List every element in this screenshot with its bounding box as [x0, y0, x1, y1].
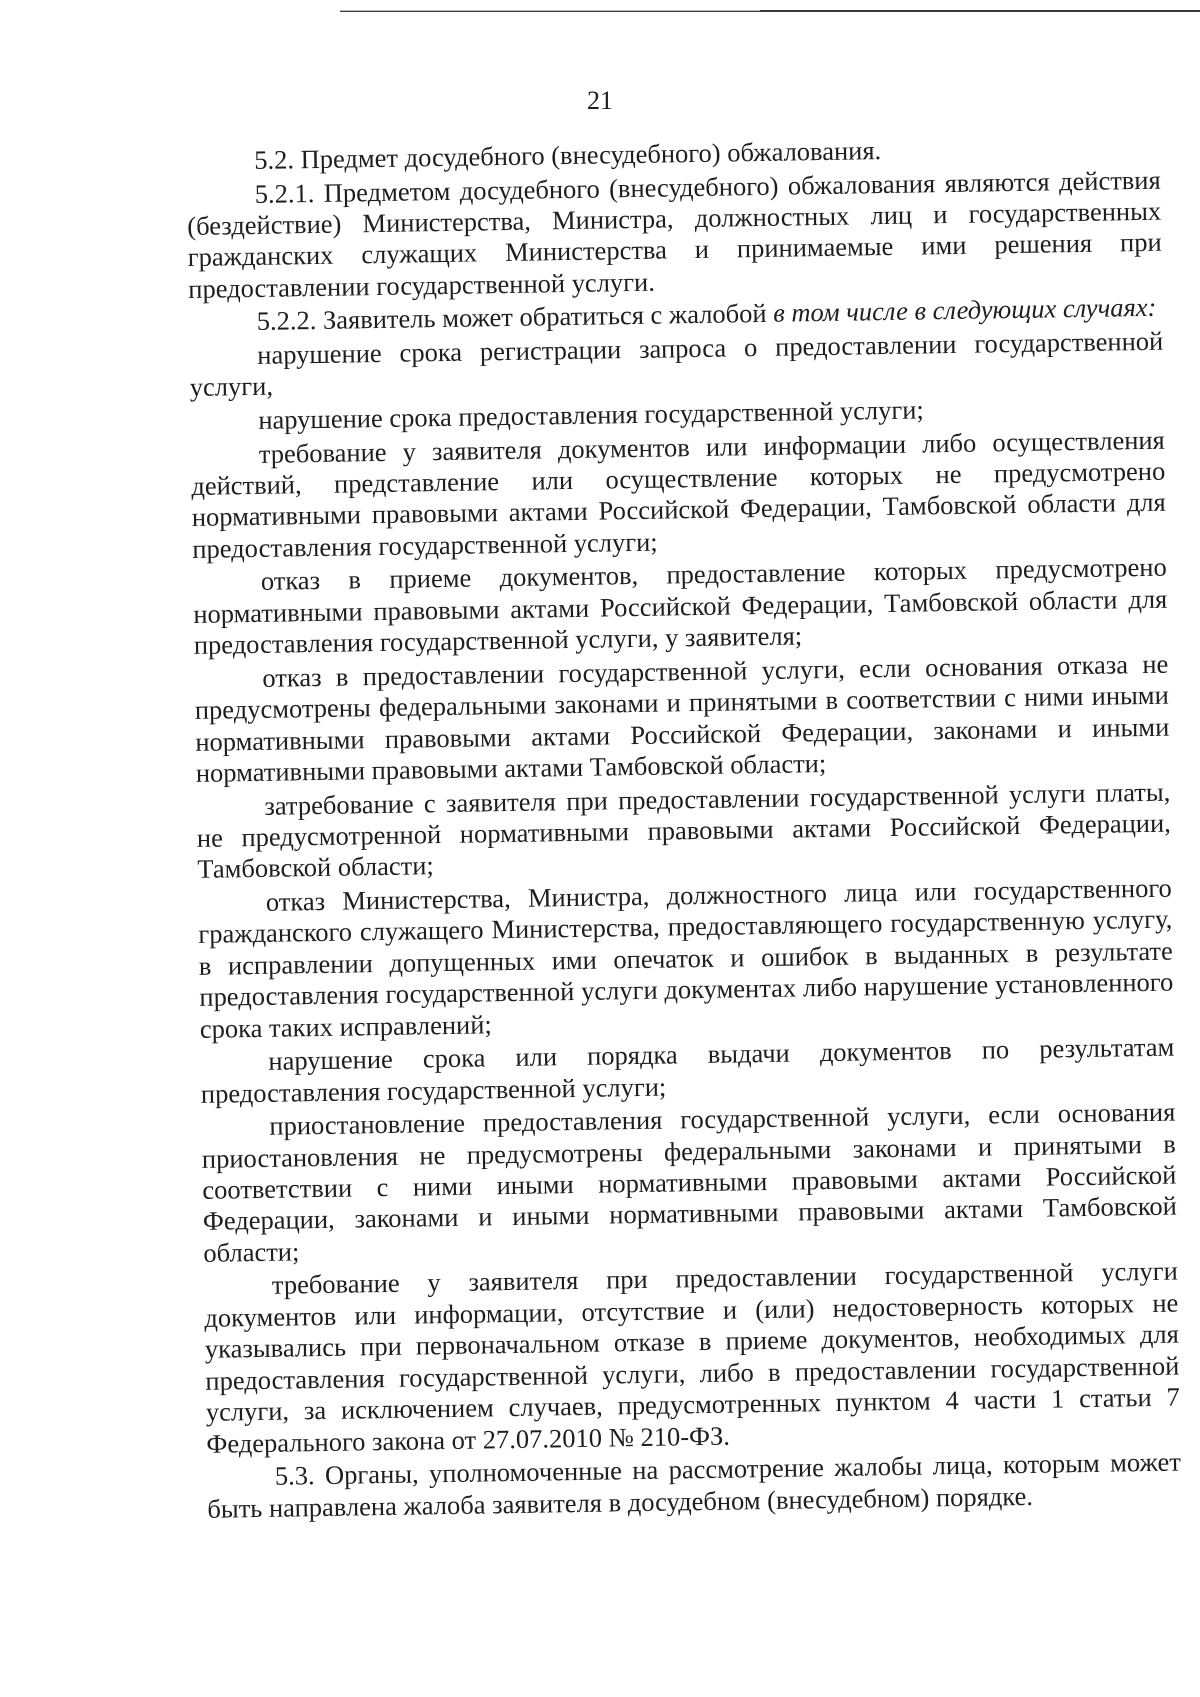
section-5-2-title: 5.2. Предмет досудебного (внесудебного) обжалования. [253, 135, 882, 175]
case-item: нарушение срока предоставления государственной услуги; [258, 394, 924, 435]
scan-top-edge-faint-line [340, 10, 760, 11]
section-5-3-title: 5.3. Органы, уполномоченные на рассмотрение жалобы лица, которым может быть направлена жалоба заявителя в досудебном (внесудебном) порядке. [207, 1446, 1182, 1524]
document-body [186, 131, 1182, 1527]
case-item: отказ в предоставлении государственной услуги, если основания отказа не предусмотрены федеральными законами и принятыми в соответствии с ними иными нормативными правовыми актами Российской Федерации, законами и иными нормативными правовыми актами Тамбовской области; [194, 648, 1170, 788]
paragraph-5-2-2-lead: 5.2.2. Заявитель может обратиться с жалобой [256, 298, 774, 337]
case-item: нарушение срока регистрации запроса о предоставлении государственной услуги, [189, 325, 1164, 403]
case-item: требование у заявителя документов или информации либо осуществления действий, представление или осуществление которых не предусмотрено нормативными правовыми актами Российской Федерации, Тамбовской области для предоставления государственной услуги; [191, 424, 1166, 564]
case-item: отказ Министерства, Министра, должностного лица или государственного гражданского служащего Министерства, предоставляющего государственную услугу, в исправлении допущенных ими опечаток и ошибок в выданных в результате предоставления государственной услуги документах либо нарушение установленного срока таких исправлений; [198, 872, 1174, 1044]
case-item: требование у заявителя при предоставлении государственной услуги документов или информации, отсутствие и (или) недостоверность которых не указывались при первоначальном отказе в приеме документов, необходимых для предоставления государственной услуги, либо в предоставлении государственной услуги, за исключением случаев, предусмотренных пунктом 4 части 1 статьи 7 Федерального закона от 27.07.2010 № 210-ФЗ. [204, 1256, 1181, 1459]
case-item: отказ в приеме документов, предоставление которых предусмотрено нормативными правовыми актами Российской Федерации, Тамбовской области для предоставления государственной услуги, у заявителя; [193, 552, 1168, 661]
paragraph-5-2-1: 5.2.1. Предметом досудебного (внесудебного) обжалования являются действия (бездействие) Министерства, Министра, должностных лиц и государственных гражданских служащих Министерства и принимаемые ими решения при предоставлении государственной услуги. [187, 164, 1162, 304]
case-item: затребование с заявителя при предоставлении государственной услуги платы, не предусмотренной нормативными правовыми актами Российской Федерации, Тамбовской области; [196, 776, 1171, 885]
case-item: приостановление предоставления государственной услуги, если основания приостановления не предусмотрены федеральными законами и принятыми в соответствии с ними иными нормативными правовыми актами Российской Федерации, законами и иными нормативными правовыми актами Тамбовской области; [201, 1096, 1178, 1268]
page-number: 21 [587, 86, 613, 115]
paragraph-5-2-2-italic: в том числе в следующих случаях: [772, 292, 1157, 329]
case-item: нарушение срока или порядка выдачи документов по результатам предоставления государственной услуги; [200, 1031, 1175, 1109]
